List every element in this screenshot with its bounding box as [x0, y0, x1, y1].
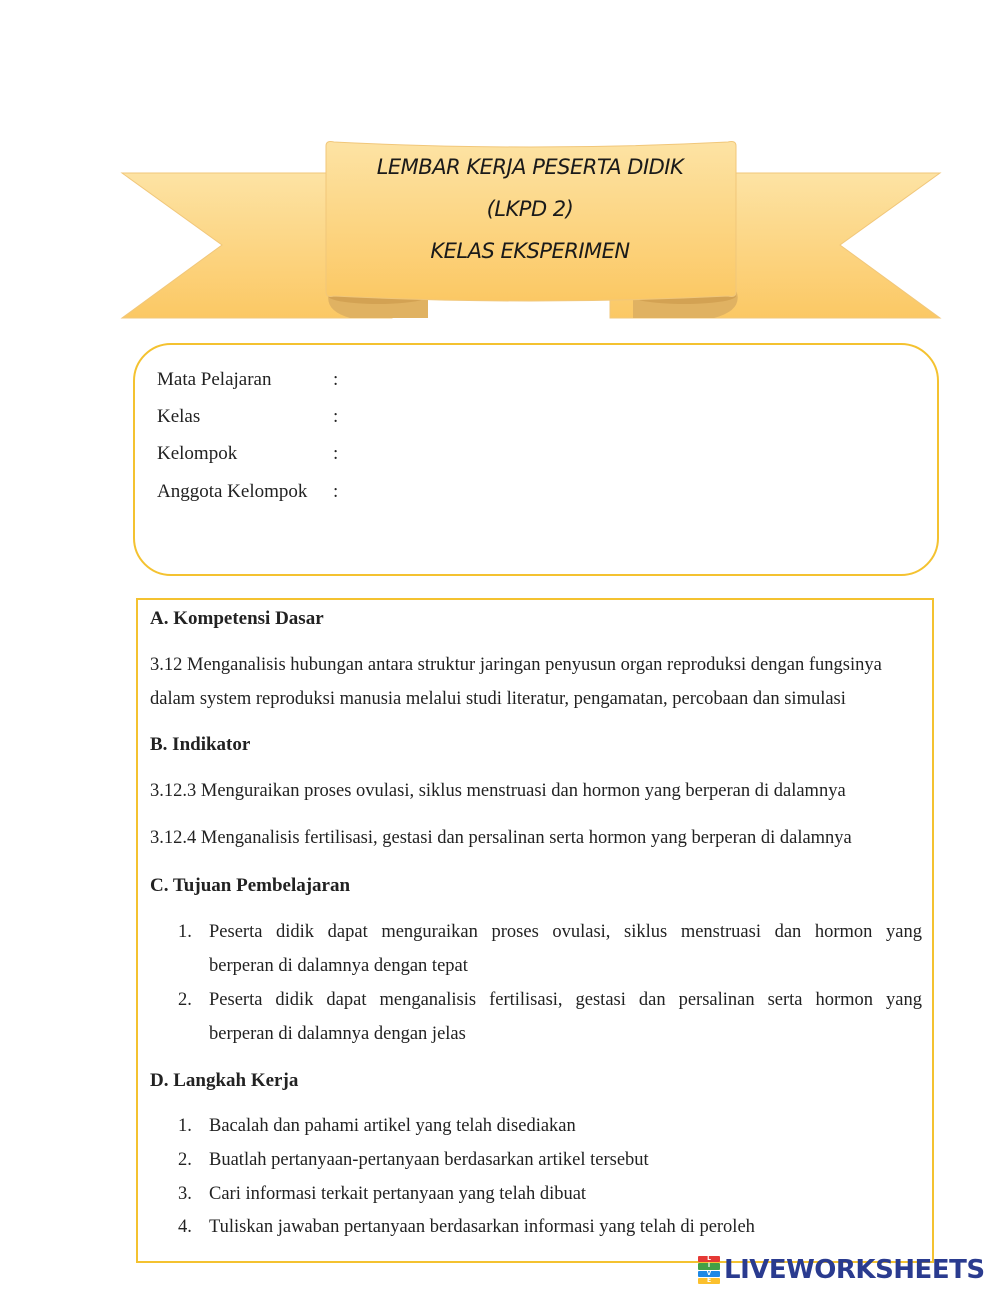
list-number: 3.	[178, 1184, 192, 1204]
list-item	[178, 1143, 922, 1177]
live-block: I	[698, 1263, 720, 1269]
list-text: Bacalah dan pahami artikel yang telah disediakan	[209, 1116, 576, 1136]
field-separator: :	[333, 406, 339, 427]
worksheet-content-box	[136, 598, 934, 1263]
heading-indikator: B. Indikator	[150, 734, 251, 755]
list-number: 1.	[178, 922, 192, 942]
title-line-3: KELAS EKSPERIMEN	[430, 239, 630, 263]
list-text: Cari informasi terkait pertanyaan yang telah dibuat	[209, 1184, 587, 1204]
list-text: Buatlah pertanyaan-pertanyaan berdasarkan artikel tersebut	[209, 1150, 649, 1170]
field-separator: :	[333, 369, 339, 390]
liveworksheets-logo[interactable]	[698, 1253, 985, 1287]
live-blocks-icon	[698, 1256, 720, 1284]
list-item	[178, 1109, 922, 1143]
list-text: Peserta didik dapat menguraikan proses ovulasi, siklus menstruasi dan hormon yang	[209, 922, 922, 942]
live-block: V	[698, 1271, 720, 1277]
field-label: Mata Pelajaran	[157, 369, 272, 390]
field-anggota-kelompok[interactable]	[157, 477, 338, 507]
live-block: L	[698, 1256, 720, 1262]
indikator-item: 3.12.4 Menganalisis fertilisasi, gestasi dan persalinan serta hormon yang berperan di dalamnya	[150, 828, 852, 848]
indikator-item: 3.12.3 Menguraikan proses ovulasi, siklus menstruasi dan hormon yang berperan di dalamnya	[150, 781, 846, 801]
student-identity-box	[133, 343, 939, 576]
list-item	[178, 1210, 922, 1244]
list-item	[178, 1177, 922, 1211]
list-number: 2.	[178, 990, 192, 1010]
title-line-2: (LKPD 2)	[486, 197, 574, 221]
field-label: Kelompok	[157, 443, 238, 464]
brand-wordmark: LIVEWORKSHEETS	[724, 1255, 985, 1285]
kompetensi-dasar-line-1: 3.12 Menganalisis hubungan antara struktur jaringan penyusun organ reproduksi dengan fungsinya	[150, 655, 882, 675]
list-number: 1.	[178, 1116, 192, 1136]
list-number: 4.	[178, 1217, 192, 1237]
list-text: berperan di dalamnya dengan tepat	[209, 956, 468, 976]
heading-langkah-kerja: D. Langkah Kerja	[150, 1070, 299, 1091]
field-label: Kelas	[157, 406, 201, 427]
kompetensi-dasar-line-2: dalam system reproduksi manusia melalui studi literatur, pengamatan, percobaan dan simulasi	[150, 689, 846, 709]
heading-kompetensi-dasar: A. Kompetensi Dasar	[150, 608, 324, 629]
worksheet-title	[330, 146, 730, 272]
field-separator: :	[333, 481, 339, 502]
list-text: Peserta didik dapat menganalisis fertilisasi, gestasi dan persalinan serta hormon yang	[209, 990, 922, 1010]
field-kelompok[interactable]	[157, 439, 338, 469]
heading-tujuan-pembelajaran: C. Tujuan Pembelajaran	[150, 875, 351, 896]
list-number: 2.	[178, 1150, 192, 1170]
live-block: E	[698, 1278, 720, 1284]
list-text: Tuliskan jawaban pertanyaan berdasarkan informasi yang telah di peroleh	[209, 1217, 755, 1237]
title-line-1: LEMBAR KERJA PESERTA DIDIK	[376, 155, 684, 179]
field-label: Anggota Kelompok	[157, 481, 308, 502]
field-kelas[interactable]	[157, 402, 338, 432]
list-text: berperan di dalamnya dengan jelas	[209, 1024, 466, 1044]
list-item	[178, 983, 922, 1051]
list-item	[178, 915, 922, 983]
field-separator: :	[333, 443, 339, 464]
field-mata-pelajaran[interactable]	[157, 365, 338, 395]
